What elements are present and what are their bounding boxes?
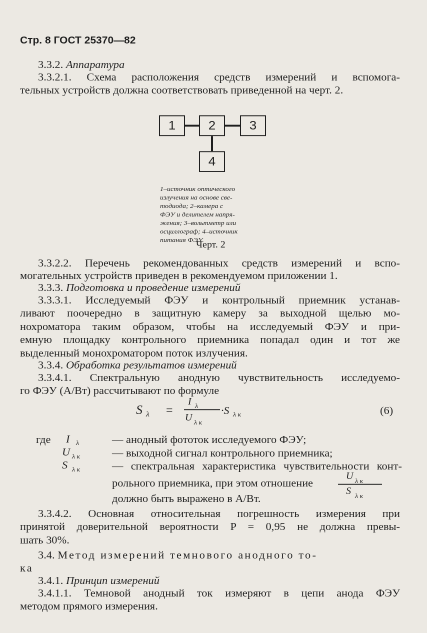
symbol: U [62, 446, 71, 459]
diagram-box-2: 2 [199, 115, 225, 136]
formula-lhs-sub: λ [146, 410, 150, 419]
section-3-3-4-heading [38, 359, 237, 372]
ratio-numerator: U [346, 471, 354, 482]
paragraph-line: 3.4.1.1. Темновой анодный ток измеряют в цепи анода ФЭУ [38, 587, 400, 600]
where-label: где [36, 434, 51, 447]
diagram-box-3: 3 [240, 115, 266, 136]
paragraph-line: тельных устройств должна соответствовать приведенной на черт. 2. [20, 85, 344, 97]
paragraph-line: могательных устройств приведен в рекомендуемом приложении 1. [20, 270, 338, 282]
section-title: Принцип измерений [65, 575, 160, 587]
figure-caption: Черт. 2 [196, 240, 226, 251]
formula-multiplier-sub: λ к [233, 411, 242, 419]
paragraph-line: принятой доверительной вероятности P = 0,95 не должна превы- [20, 521, 400, 533]
legend-line: осциллограф; 4–источник [160, 227, 238, 236]
section-3-3-2-heading [38, 59, 125, 72]
ratio-bar [338, 484, 382, 485]
formula-denominator-sub: λ к [194, 418, 203, 427]
diagram-box-1: 1 [159, 115, 185, 136]
symbol-sub: λ к [72, 465, 81, 474]
section-title: Подготовка и проведение измерений [65, 282, 241, 294]
formula-lhs: S [136, 402, 143, 417]
paragraph-line: 3.3.3.1. Исследуемый ФЭУ и контрольный приемник устанав- [38, 294, 400, 307]
fraction-bar [184, 409, 220, 410]
formula-denominator: U [185, 412, 193, 424]
section-number: 3.3.3. [38, 282, 64, 294]
definition-continuation: рольного приемника, при этом отношение [112, 478, 314, 490]
paragraph-line: 3.3.2.2. Перечень рекомендованных средств измерений и вспо- [38, 257, 400, 270]
legend-line: 1–источник оптического [160, 185, 236, 193]
symbol-sub: λ к [72, 452, 81, 461]
paragraph-line: шать 30%. [20, 534, 70, 547]
section-title: Аппаратура [65, 59, 125, 71]
formula-numerator-sub: λ [195, 402, 199, 411]
symbol-description: — выходной сигнал контрольного приемника; [112, 447, 333, 460]
ratio-denominator: S [346, 486, 351, 498]
section-title: Обработка результатов измерений [65, 360, 237, 372]
section-3-3-3-heading [38, 282, 240, 295]
paragraph-line: го ФЭУ (А/Вт) рассчитывают по формуле [20, 385, 220, 397]
section-title: Метод измерений темнового анодного то- [57, 549, 318, 562]
ratio-denominator-sub: λ к [355, 492, 364, 500]
section-3-4-heading [38, 549, 318, 562]
section-title-continuation: ка [20, 563, 34, 575]
section-number: 3.3.4. [38, 360, 64, 372]
definition-continuation: должно быть выражено в А/Вт. [112, 493, 261, 505]
legend-line: жения; 3–вольтметр или [160, 219, 237, 227]
symbol: I [66, 433, 70, 446]
paragraph-line: 3.3.4.2. Основная относительная погрешность измерения при [38, 508, 400, 520]
symbol-sub: λ [76, 439, 80, 447]
paragraph-line: ливают поочередно в защитную камеру за выходной щелью мо- [20, 308, 400, 320]
legend-line: ФЭУ и делителем напря- [160, 210, 235, 219]
connector-line [225, 125, 240, 127]
symbol-description: — анодный фототок исследуемого ФЭУ; [112, 434, 307, 447]
paragraph-line: нохроматора таким образом, чтобы на исследуемый ФЭУ и при- [20, 321, 400, 333]
legend-line: тодиода; 2–камера с [160, 202, 224, 210]
formula-equals: = [166, 403, 173, 417]
formula-number: (6) [380, 405, 394, 417]
paragraph-line: методом прямого измерения. [20, 601, 158, 613]
legend-line: излучения на основе све- [160, 193, 233, 202]
page-header: Стр. 8 ГОСТ 25370—82 [20, 34, 136, 47]
formula-numerator: I [188, 396, 192, 408]
connector-line [185, 125, 199, 127]
symbol: S [62, 460, 68, 472]
paragraph-line: 3.3.2.1. Схема расположения средств измерений и вспомога- [38, 71, 400, 84]
paragraph-line: выделенный монохроматором поток излучения. [20, 347, 248, 360]
legend-line: питания ФЭУ. [160, 236, 204, 244]
paragraph-line: 3.3.4.1. Спектральную анодную чувствительность исследуемо- [38, 372, 400, 384]
section-number: 3.3.2. [38, 59, 64, 71]
connector-line [211, 136, 213, 151]
section-number: 3.4. [38, 549, 55, 562]
paragraph-line: емную площадку контрольного приемника попадал один и тот же [20, 334, 400, 346]
ratio-numerator-sub: λ к [355, 477, 364, 485]
section-3-4-1-heading [38, 575, 159, 588]
symbol-description: — спектральная характеристика чувствительности конт- [112, 461, 402, 473]
diagram-box-4: 4 [199, 151, 225, 172]
formula-multiplier: ·S [221, 405, 230, 417]
section-number: 3.4.1. [38, 575, 64, 587]
